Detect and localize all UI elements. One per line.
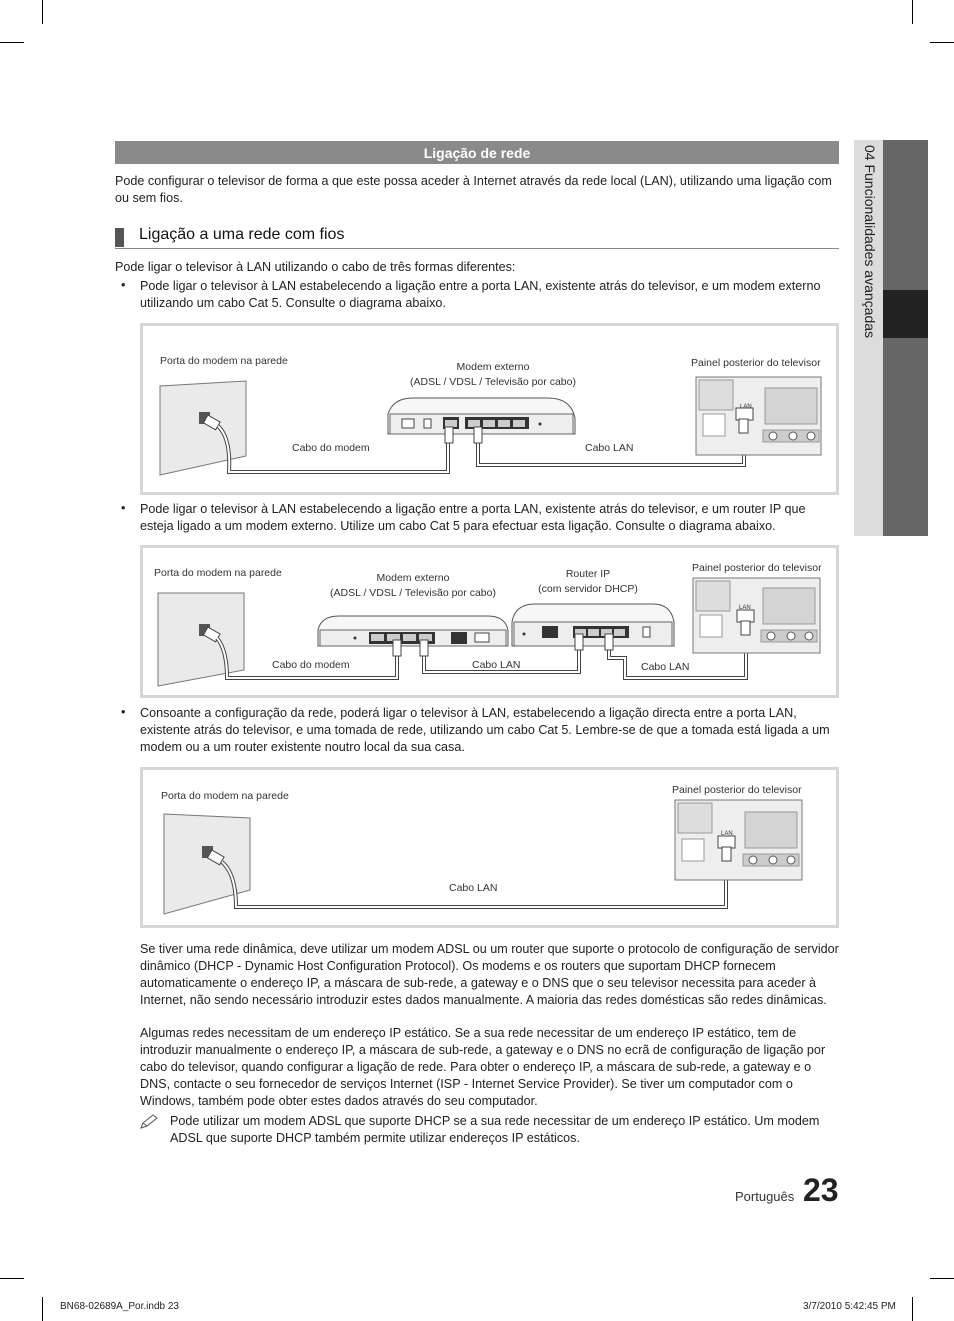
crop-mark [930, 42, 954, 43]
crop-mark [0, 1278, 24, 1279]
label-external-modem-type: (ADSL / VDSL / Televisão por cabo) [410, 376, 576, 388]
crop-mark [42, 1297, 43, 1321]
label-external-modem: Modem externo [456, 361, 530, 373]
diagram-wall-socket-connection [140, 767, 839, 928]
label-tv-rear-panel: Painel posterior do televisor [692, 562, 822, 574]
label-lan-port: LAN [721, 831, 733, 837]
chapter-tab-marker [883, 290, 928, 338]
footer-language: Português [735, 1189, 795, 1204]
diagram-router-connection [140, 545, 839, 698]
chapter-tab-label: 04 Funcionalidades avançadas [862, 145, 878, 339]
body-paragraph-static: Algumas redes necessitam de um endereço IP estático. Se a sua rede necessitar de um endereço IP estático, tem de introduzir manualmente o endereço IP, a máscara de sub-rede, a gateway e o DNS no ecrã de configuração de ligação por cabo do televisor, quando configurar a ligação de rede. Para obter o endereço IP, a máscara de sub-rede, a gateway e o DNS, contacte o seu fornecedor de serviços Internet (ISP - Internet Service Provider). Se tiver um computador com o Windows, também pode obter estes dados através do seu computador. [140, 1026, 826, 1108]
label-modem-cable: Cabo do modem [292, 442, 370, 454]
label-ip-router: Router IP [565, 568, 611, 580]
intro-text: Pode configurar o televisor de forma a que este possa aceder à Internet através da rede local (LAN), utilizando uma ligação com ou sem fios. [115, 174, 832, 205]
label-lan-cable: Cabo LAN [585, 442, 634, 454]
bullet-icon: • [121, 501, 126, 515]
bullet-icon: • [121, 278, 126, 292]
print-slug-timestamp: 3/7/2010 5:42:45 PM [803, 1301, 896, 1312]
label-tv-rear-panel: Painel posterior do televisor [691, 357, 821, 369]
diagram-1-art [143, 326, 836, 492]
label-external-modem: Modem externo [376, 572, 450, 584]
note-text: Pode utilizar um modem ADSL que suporte DHCP se a sua rede necessitar de um endereço IP estático. Um modem ADSL que suporte DHCP também permite utilizar endereços IP estáticos. [170, 1114, 820, 1145]
subheading-text: Ligação a uma rede com fios [139, 226, 345, 243]
label-lan-cable: Cabo LAN [472, 659, 521, 671]
label-wall-port: Porta do modem na parede [161, 790, 289, 802]
bullet-text-2: Pode ligar o televisor à LAN estabelecendo a ligação entre a porta LAN, existente atrás do televisor, e um router IP que esteja ligado a um modem externo. Utilize um cabo Cat 5 para efectuar esta ligação. Consulte o diagrama abaixo. [140, 502, 806, 533]
label-lan-cable: Cabo LAN [641, 661, 690, 673]
bullet-icon: • [121, 705, 126, 719]
diagram-modem-connection [140, 323, 839, 495]
label-lan-port: LAN [739, 605, 751, 611]
bullet-text-3: Consoante a configuração da rede, poderá ligar o televisor à LAN, estabelecendo a ligação directa entre a porta LAN, existente atrás do televisor, e uma tomada de rede, utilizando um cabo Cat 5. Lembre-se de que a tomada está ligada a um modem ou a um router existente noutro local da sua casa. [140, 706, 830, 754]
label-wall-port: Porta do modem na parede [154, 567, 282, 579]
label-modem-cable: Cabo do modem [272, 659, 350, 671]
label-lan-port: LAN [740, 404, 752, 410]
label-lan-cable: Cabo LAN [449, 882, 498, 894]
subheading [115, 226, 839, 249]
crop-mark [42, 0, 43, 24]
pencil-note-icon [140, 1114, 160, 1130]
label-external-modem-type: (ADSL / VDSL / Televisão por cabo) [330, 587, 496, 599]
crop-mark [912, 1297, 913, 1321]
label-wall-port: Porta do modem na parede [160, 355, 288, 367]
label-ip-router-type: (com servidor DHCP) [538, 583, 638, 595]
section-title: Ligação de rede [115, 141, 839, 164]
body-paragraph-dynamic: Se tiver uma rede dinâmica, deve utilizar um modem ADSL ou um router que suporte o protocolo de configuração de servidor dinâmico (DHCP - Dynamic Host Configuration Protocol). Os modems e os routers que suportam DHCP fornecem automaticamente o endereço IP, a máscara de sub-rede, a gateway e o DNS que o seu televisor necessita para aceder à Internet, não sendo necessário introduzir estes dados manualmente. A maioria das redes domésticas são redes dinâmicas. [140, 942, 839, 1007]
crop-mark [930, 1278, 954, 1279]
subheading-marker [115, 228, 124, 247]
lead-text: Pode ligar o televisor à LAN utilizando o cabo de três formas diferentes: [115, 260, 516, 274]
label-tv-rear-panel: Painel posterior do televisor [672, 784, 802, 796]
crop-mark [912, 0, 913, 24]
bullet-text-1: Pode ligar o televisor à LAN estabelecendo a ligação entre a porta LAN, existente atrás do televisor, e um modem externo utilizando um cabo Cat 5. Consulte o diagrama abaixo. [140, 279, 821, 310]
page-number: 23 [803, 1172, 839, 1208]
chapter-tab-strip [883, 140, 928, 536]
crop-mark [0, 42, 24, 43]
print-slug-file: BN68-02689A_Por.indb 23 [60, 1301, 179, 1312]
